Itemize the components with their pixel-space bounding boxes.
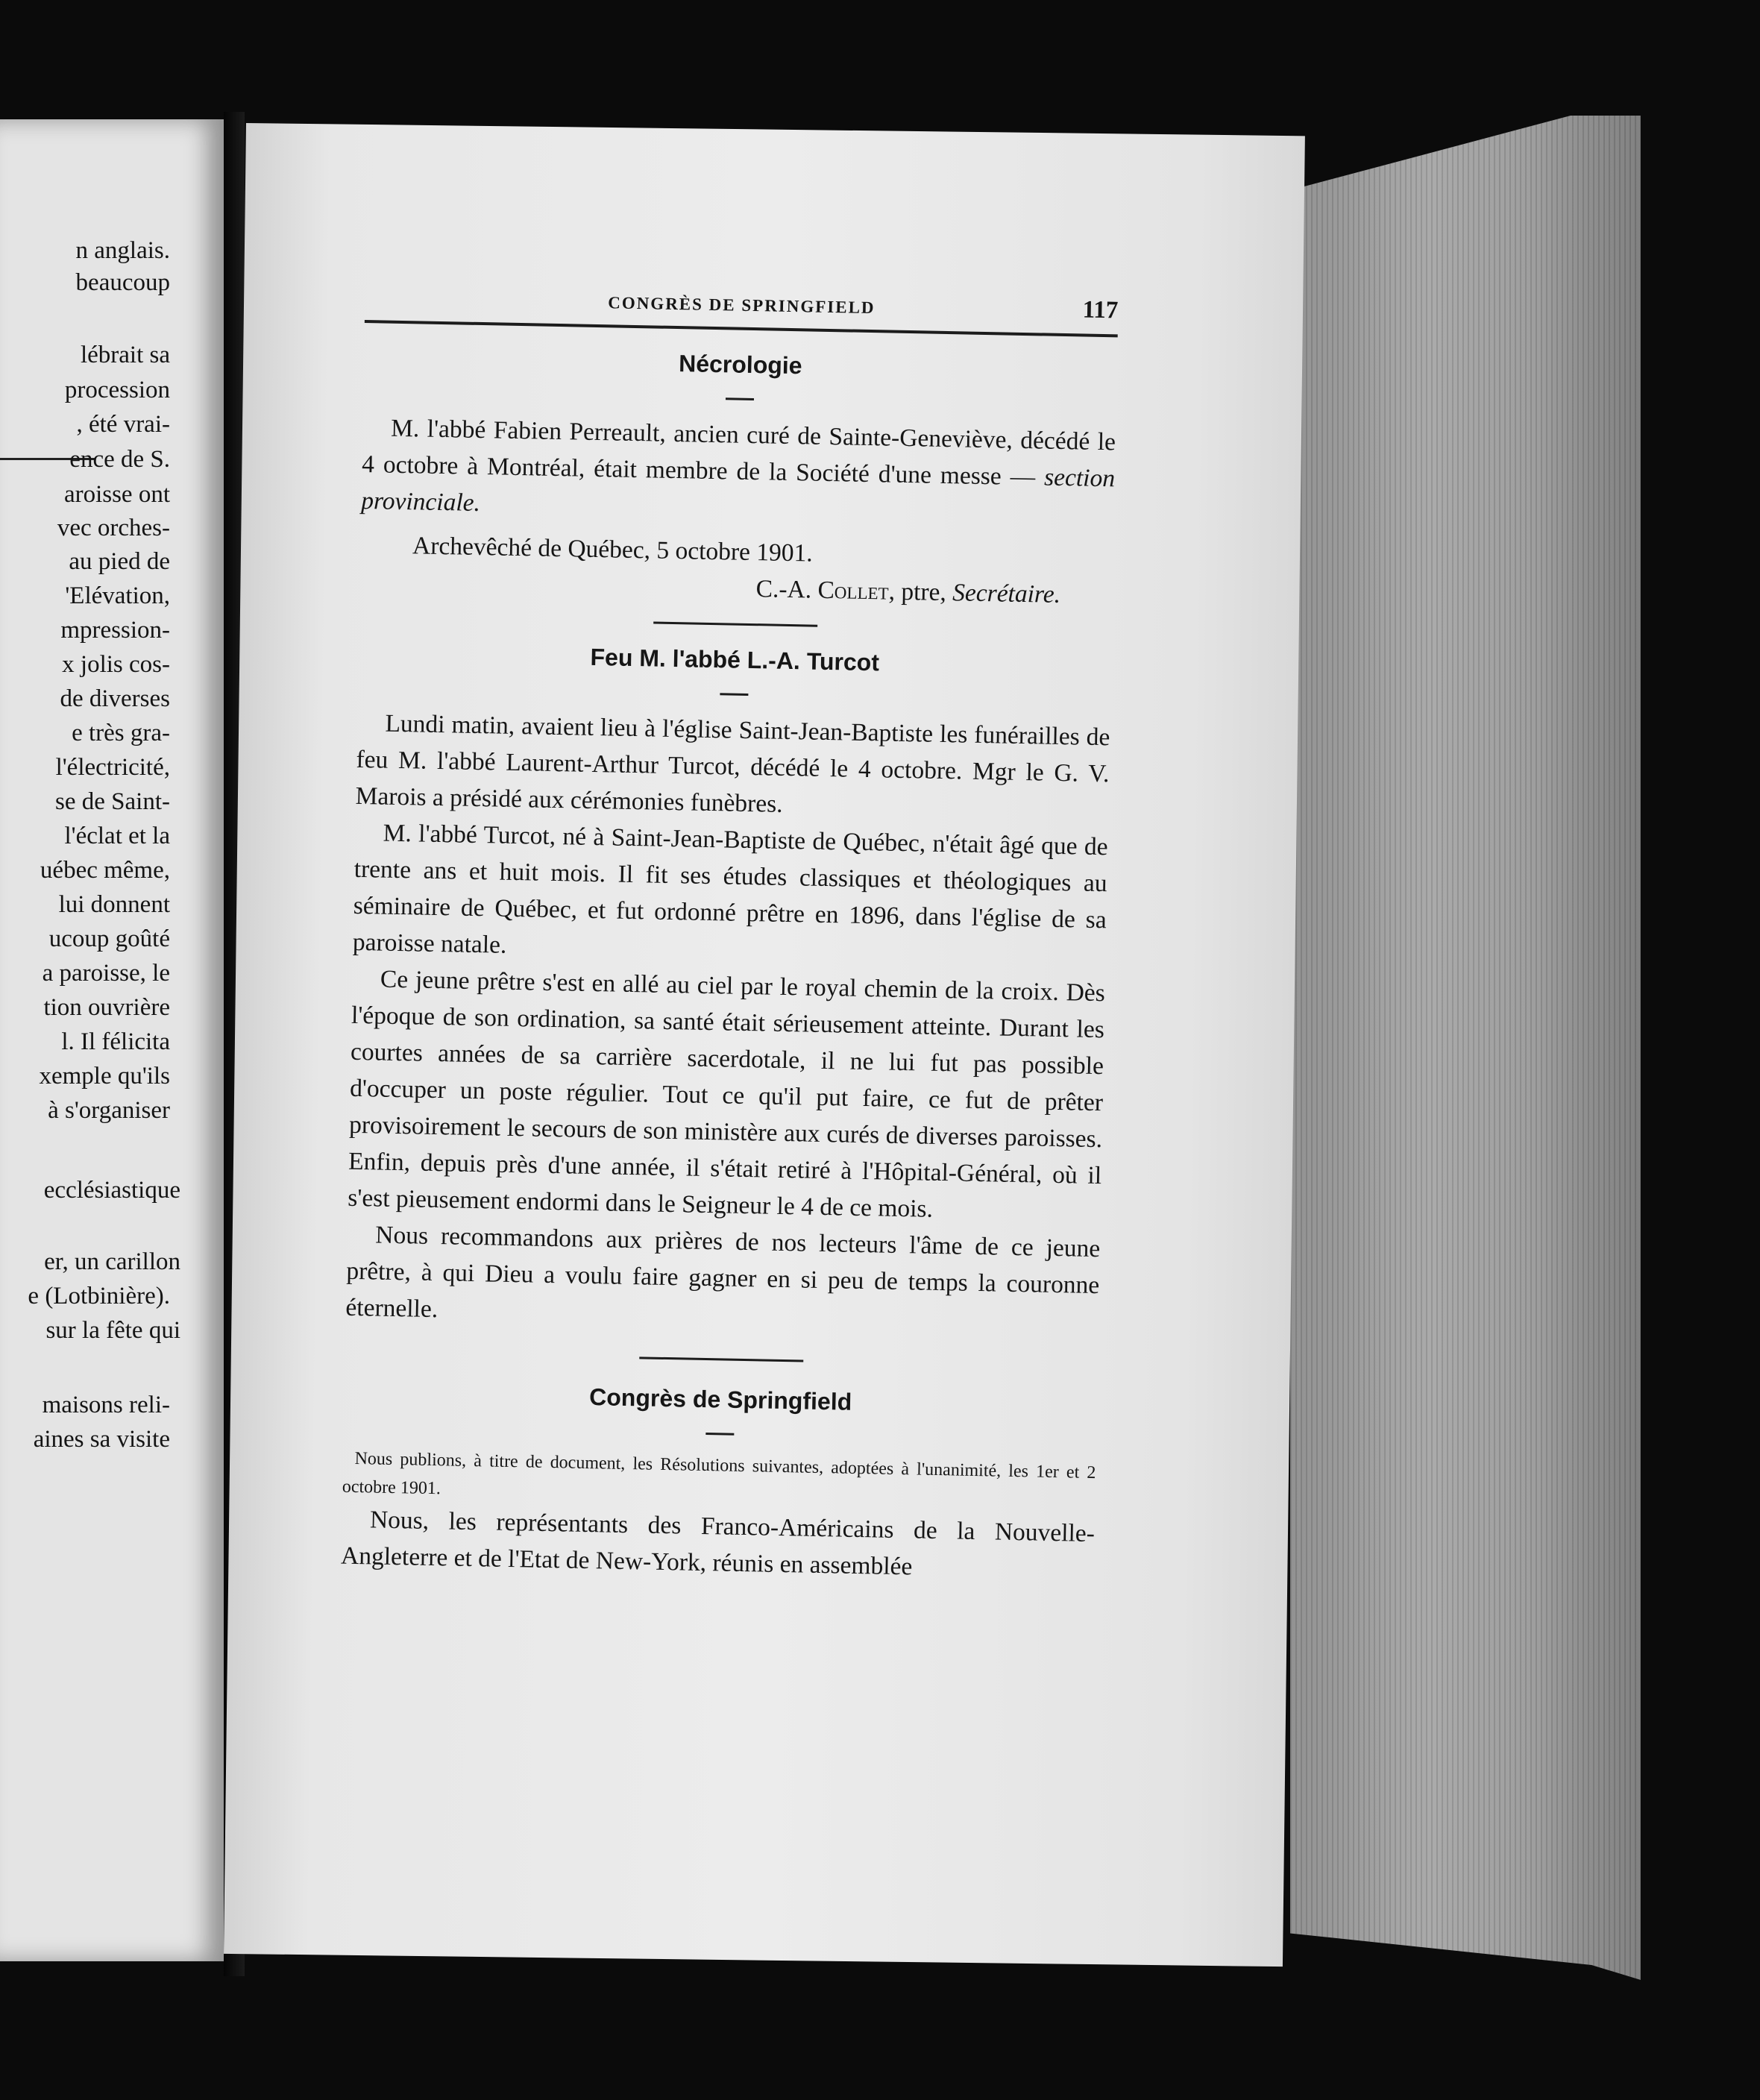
previous-page-line: l. Il félicita [61,1028,170,1055]
previous-page-line: aroisse ont [63,481,170,508]
previous-page-line: ence de S. [69,446,170,473]
page-text-block [341,278,1119,1588]
previous-page-line: ecclésiastique [43,1177,180,1204]
turcot-paragraph: Nous recommandons aux prières de nos lecteurs l'âme de ce jeune prêtre, à qui Dieu a voulu faire gagner en si peu de temps la couronne éternelle. [345,1221,1101,1324]
necrologie-heading: Nécrologie [678,350,802,380]
previous-page-line: procession [64,377,170,403]
page-number: 117 [1082,296,1119,324]
section-separator [653,621,817,626]
dateline: Archevêché de Québec, 5 octobre 1901. [412,532,814,568]
springfield-heading: Congrès de Springfield [588,1383,852,1415]
springfield-note: Nous publions, à titre de document, les Résolutions suivantes, adoptées à l'unanimité, les 1er et 2 octobre 1901. [342,1449,1096,1499]
heading-dash [705,1433,734,1436]
turcot-paragraph: Ce jeune prêtre s'est en allé au ciel par le royal chemin de la croix. Dès l'époque de son ordination, sa santé était sérieusement atteinte. Durant les courtes années de sa carrière sacerdotale, il ne lui fut pas possible d'occuper un poste régulier. Tout ce qu'il put faire, ce fut de prêter provisoirement le secours de son ministère aux curés de diverses paroisses. Enfin, depuis près d'une année, il s'était retiré à l'Hôpital-Général, où il s'est pieusement endormi dans le Seigneur le 4 de ce mois. [347,965,1106,1223]
previous-page-line: a paroisse, le [42,960,170,987]
previous-page-line: se de Saint- [55,788,170,815]
previous-page-line: 'Elévation, [65,582,170,609]
previous-page [0,119,224,1961]
previous-page-line: vec orches- [57,515,170,541]
previous-page-line: à s'organiser [48,1097,170,1124]
book-fore-edge [1290,116,1641,1980]
signature-name: C.-A. Collet [755,575,890,606]
previous-page-line: tion ouvrière [43,994,170,1021]
previous-page-line: sur la fête qui [45,1317,180,1344]
turcot-paragraph: M. l'abbé Turcot, né à Saint-Jean-Baptiste de Québec, n'était âgé que de trente ans et huit mois. Il fit ses études classiques et théologiques au séminaire de Québec, et fut ordonné prêtre en 1896, dans l'église de sa paroisse natale. [352,819,1108,959]
previous-page-line: x jolis cos- [62,651,170,678]
previous-page-line: mpression- [60,617,170,644]
running-title: CONGRÈS DE SPRINGFIELD [607,293,876,318]
previous-page-line: maisons reli- [42,1392,170,1418]
previous-page-line: ucoup goûté [48,925,170,952]
previous-page-line: n anglais. [75,237,170,264]
springfield-paragraph: Nous, les représentants des Franco-Américains de la Nouvelle-Angleterre et de l'Etat de New-York, réunis en assemblée [340,1506,1096,1581]
previous-page-line: de diverses [60,685,170,712]
previous-page-line: aines sa visite [33,1426,170,1453]
necrologie-text: M. l'abbé Fabien Perreault, ancien curé de Sainte-Geneviève, décédé le 4 octobre à Montréal, était membre de la Société d'une messe — [361,414,1116,491]
previous-page-line: beaucoup [75,269,170,296]
turcot-heading: Feu M. l'abbé L.-A. Turcot [590,643,880,676]
heading-dash [720,693,748,696]
previous-page-line: , été vrai- [76,411,170,438]
previous-page-line: xemple qu'ils [39,1063,170,1090]
necrologie-italic: section provinciale. [360,463,1116,518]
turcot-paragraph: Lundi matin, avaient lieu à l'église Saint-Jean-Baptiste les funérailles de feu M. l'abbé Laurent-Arthur Turcot, décédé le 4 octobre. Mgr le G. V. Marois a présidé aux cérémonies funèbres. [355,709,1110,818]
signature-role: , ptre, [888,577,953,607]
previous-page-line: lui donnent [58,891,170,918]
previous-page-line: e très gra- [72,720,170,746]
previous-page-line: e (Lotbinière). [28,1283,170,1310]
necrologie-paragraph [361,409,1116,533]
previous-page-line: er, un carillon [44,1248,180,1275]
previous-page-line: uébec même, [40,857,170,884]
signature-title: Secrétaire. [952,579,1061,609]
previous-page-line: lébrait sa [80,342,170,368]
heading-dash [726,397,754,400]
previous-page-line: l'éclat et la [64,823,170,849]
section-separator [639,1356,803,1362]
previous-page-line: au pied de [69,548,170,575]
previous-page-line: l'électricité, [55,754,170,781]
